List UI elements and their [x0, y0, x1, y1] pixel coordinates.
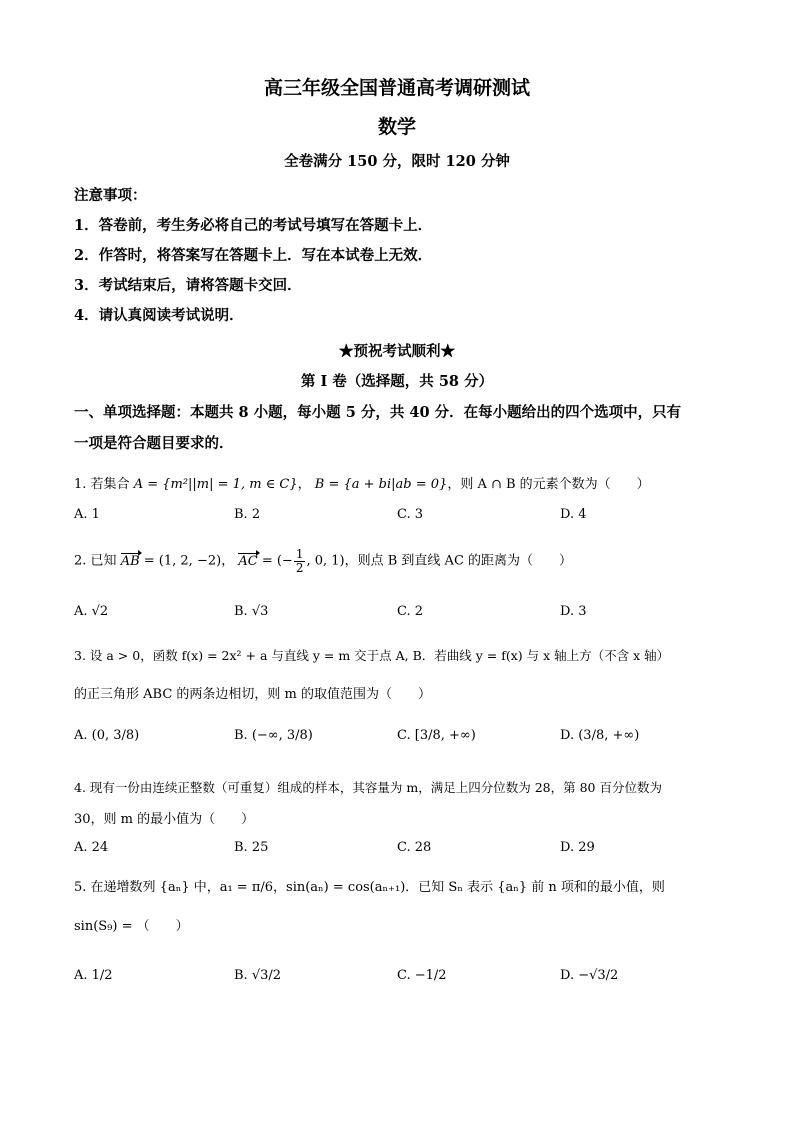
option-b: B. (−∞, 3/8): [234, 728, 313, 743]
section-instruction: 一、单项选择题：本题共 8 小题，每小题 5 分，共 40 分．在每小题给出的四个选项中，只有: [74, 404, 682, 421]
notice-item: 3．考试结束后，请将答题卡交回．: [74, 277, 302, 294]
vector-ab: AB: [120, 553, 140, 569]
option-d: D. −√3/2: [560, 968, 619, 983]
notice-item: 2．作答时，将答案写在答题卡上．写在本试卷上无效．: [74, 247, 433, 264]
notice-heading: 注意事项：: [74, 187, 147, 204]
part-title: 第 I 卷（选择题，共 58 分）: [300, 373, 494, 390]
option-d: D. 3: [560, 604, 587, 619]
option-a: A. (0, 3/8): [74, 728, 140, 743]
subject-title: 数学: [377, 116, 416, 138]
question-3: 3. 设 a > 0，函数 f(x) = 2x² + a 与直线 y = m 交于点 A, B．若曲线 y = f(x) 与 x 轴上方（不含 x 轴）: [74, 648, 670, 663]
option-d: D. 29: [560, 840, 595, 855]
option-b: B. √3: [234, 604, 269, 619]
option-b: B. 25: [234, 840, 269, 855]
notice-item: 4．请认真阅读考试说明．: [74, 307, 244, 324]
question-5: 5. 在递增数列 {aₙ} 中，a₁ = π/6，sin(aₙ) = cos(aₙ₊₁)．已知 Sₙ 表示 {aₙ} 前 n 项和的最小值，则: [74, 880, 665, 895]
wish-line: ★预祝考试顺利★: [339, 343, 455, 360]
exam-info: 全卷满分 150 分，限时 120 分钟: [284, 153, 510, 170]
question-5-cont: sin(S₉) = （ ）: [74, 919, 189, 934]
option-a: A. √2: [74, 604, 109, 619]
option-c: C. 2: [397, 604, 424, 619]
option-c: C. 3: [397, 507, 424, 522]
question-3-cont: 的正三角形 ABC 的两条边相切，则 m 的取值范围为（ ）: [74, 687, 431, 702]
vector-ac: AC: [238, 553, 258, 569]
question-1: 1. 若集合 A = {m²||m| = 1, m ∈ C}， B = {a + bi|ab = 0}，则 A ∩ B 的元素个数为（ ）: [74, 477, 650, 492]
option-d: D. 4: [560, 507, 587, 522]
option-a: A. 1: [74, 507, 100, 522]
option-b: B. √3/2: [234, 968, 282, 983]
exam-title: 高三年级全国普通高考调研测试: [263, 77, 530, 99]
question-4-cont: 30，则 m 的最小值为（ ）: [74, 812, 255, 827]
section-instruction: 一项是符合题目要求的．: [74, 435, 234, 452]
question-2: 2. 已知 AB = (1, 2, −2)， AC = (− $\frac{1}{2}$ , 0, 1)，则点 B 到直线 AC 的距离为（ ）: [74, 547, 573, 575]
option-c: C. −1/2: [397, 968, 447, 983]
option-c: C. 28: [397, 840, 432, 855]
option-a: A. 1/2: [74, 968, 113, 983]
set-b: B = {a + bi|ab = 0}: [314, 477, 448, 492]
option-b: B. 2: [234, 507, 261, 522]
option-a: A. 24: [74, 840, 109, 855]
fraction: $\frac{1}{2}$: [295, 547, 304, 575]
notice-item: 1．答卷前，考生务必将自己的考试号填写在答题卡上．: [74, 217, 433, 234]
set-a: A = {m²||m| = 1, m ∈ C}: [133, 477, 298, 492]
question-4: 4. 现有一份由连续正整数（可重复）组成的样本，其容量为 m，满足上四分位数为 28，第 80 百分位数为: [74, 780, 662, 795]
option-c: C. [3/8, +∞): [397, 728, 476, 743]
option-d: D. (3/8, +∞): [560, 728, 640, 743]
